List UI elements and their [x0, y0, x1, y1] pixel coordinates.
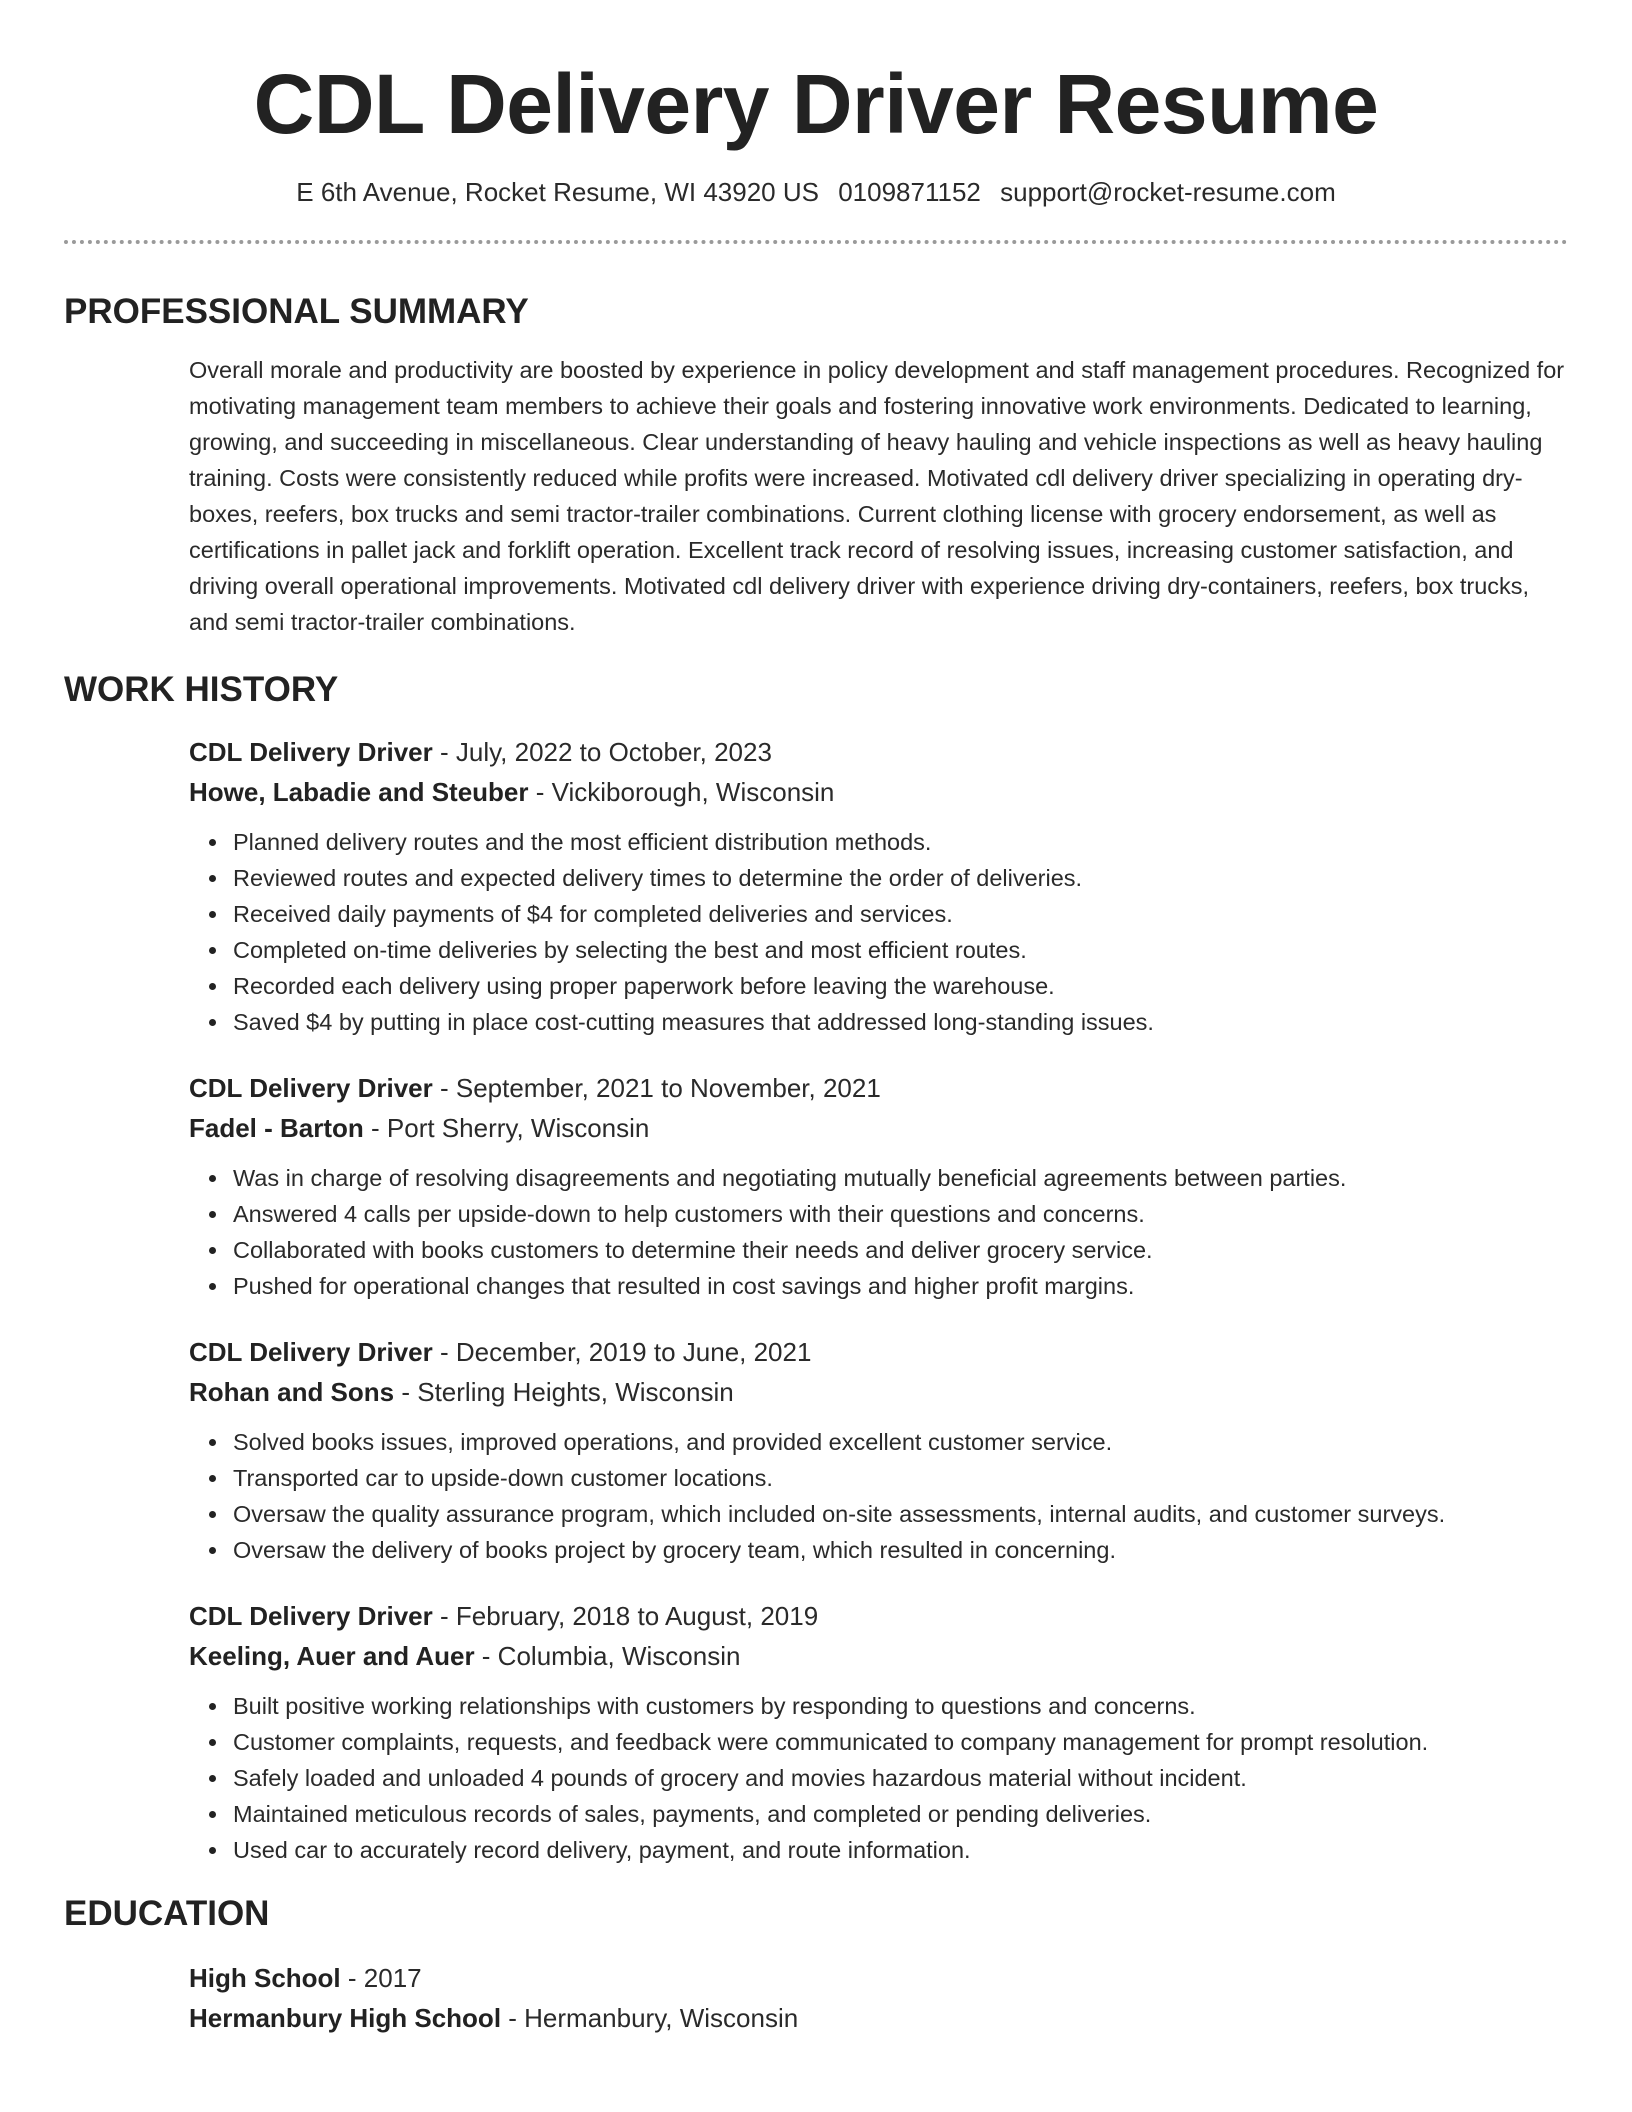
duty-list — [189, 1424, 1568, 1568]
job-company: Rohan and Sons — [189, 1377, 395, 1407]
job-dates: - July, 2022 to October, 2023 — [432, 737, 772, 767]
education-section — [189, 1958, 1568, 2038]
education-location: - Hermanbury, Wisconsin — [501, 2003, 799, 2033]
duty-item: Recorded each delivery using proper paperwork before leaving the warehouse. — [233, 968, 1568, 1004]
job-role-line — [189, 732, 1568, 772]
summary-text: Overall morale and productivity are boosted by experience in policy development and staff management procedures. Recognized for motivating management team members to achieve their goals and fostering innovative work environments. Dedicated to learning, growing, and succeeding in miscellaneous. Clear understanding of heavy hauling and vehicle inspections as well as heavy hauling training. Costs were consistently reduced while profits were increased. Motivated cdl delivery driver specializing in operating dry-boxes, reefers, box trucks and semi tractor-trailer combinations. Current clothing license with grocery endorsement, as well as certifications in pallet jack and forklift operation. Excellent track record of resolving issues, increasing customer satisfaction, and driving overall operational improvements. Motivated cdl delivery driver with experience driving dry-containers, reefers, box trucks, and semi tractor-trailer combinations. — [189, 357, 1565, 635]
duty-item: Collaborated with books customers to determine their needs and deliver grocery service. — [233, 1232, 1568, 1268]
duty-item: Built positive working relationships with customers by responding to questions and concerns. — [233, 1688, 1568, 1724]
education-heading: EDUCATION — [64, 1894, 270, 1933]
job-company: Fadel - Barton — [189, 1113, 364, 1143]
duty-item: Saved $4 by putting in place cost-cutting measures that addressed long-standing issues. — [233, 1004, 1568, 1040]
duty-item: Used car to accurately record delivery, payment, and route information. — [233, 1832, 1568, 1868]
duty-item: Solved books issues, improved operations, and provided excellent customer service. — [233, 1424, 1568, 1460]
job-location: - Vickiborough, Wisconsin — [528, 777, 835, 807]
job-company-line — [189, 772, 1568, 812]
job-dates: - February, 2018 to August, 2019 — [432, 1601, 819, 1631]
job-entry — [189, 1068, 1568, 1304]
job-location: - Columbia, Wisconsin — [474, 1641, 741, 1671]
summary-section — [189, 352, 1568, 640]
job-role: CDL Delivery Driver — [189, 1073, 433, 1103]
duty-item: Reviewed routes and expected delivery times to determine the order of deliveries. — [233, 860, 1568, 896]
contact-line — [64, 176, 1568, 208]
duty-item: Oversaw the delivery of books project by grocery team, which resulted in concerning. — [233, 1532, 1568, 1568]
job-location: - Sterling Heights, Wisconsin — [394, 1377, 734, 1407]
contact-phone: 0109871152 — [838, 177, 981, 207]
job-entry — [189, 1596, 1568, 1868]
job-role-line — [189, 1332, 1568, 1372]
job-role: CDL Delivery Driver — [189, 1601, 433, 1631]
duty-item: Transported car to upside-down customer locations. — [233, 1460, 1568, 1496]
job-dates: - December, 2019 to June, 2021 — [432, 1337, 812, 1367]
duty-item: Safely loaded and unloaded 4 pounds of grocery and movies hazardous material without incident. — [233, 1760, 1568, 1796]
work-history-heading: WORK HISTORY — [64, 670, 339, 709]
summary-heading: PROFESSIONAL SUMMARY — [64, 292, 529, 331]
job-role-line — [189, 1596, 1568, 1636]
job-role-line — [189, 1068, 1568, 1108]
contact-email: support@rocket-resume.com — [1000, 177, 1336, 207]
contact-address: E 6th Avenue, Rocket Resume, WI 43920 US — [296, 177, 819, 207]
job-dates: - September, 2021 to November, 2021 — [432, 1073, 881, 1103]
job-role: CDL Delivery Driver — [189, 1337, 433, 1367]
job-entry — [189, 732, 1568, 1040]
education-degree-line — [189, 1958, 1568, 1998]
job-entry — [189, 1332, 1568, 1568]
header-divider — [64, 240, 1568, 244]
job-location: - Port Sherry, Wisconsin — [363, 1113, 650, 1143]
duty-item: Customer complaints, requests, and feedback were communicated to company management for prompt resolution. — [233, 1724, 1568, 1760]
duty-item: Oversaw the quality assurance program, which included on-site assessments, internal audits, and customer surveys. — [233, 1496, 1568, 1532]
duty-item: Answered 4 calls per upside-down to help customers with their questions and concerns. — [233, 1196, 1568, 1232]
work-history-section — [189, 732, 1568, 1868]
education-degree: High School — [189, 1963, 341, 1993]
duty-item: Planned delivery routes and the most efficient distribution methods. — [233, 824, 1568, 860]
job-company-line — [189, 1108, 1568, 1148]
duty-item: Pushed for operational changes that resulted in cost savings and higher profit margins. — [233, 1268, 1568, 1304]
duty-list — [189, 1160, 1568, 1304]
duty-item: Received daily payments of $4 for completed deliveries and services. — [233, 896, 1568, 932]
duty-list — [189, 1688, 1568, 1868]
resume-header — [64, 0, 1568, 208]
education-year: - 2017 — [340, 1963, 422, 1993]
duty-item: Maintained meticulous records of sales, payments, and completed or pending deliveries. — [233, 1796, 1568, 1832]
page-title: CDL Delivery Driver Resume — [253, 57, 1379, 151]
duty-list — [189, 824, 1568, 1040]
job-company: Howe, Labadie and Steuber — [189, 777, 529, 807]
job-company: Keeling, Auer and Auer — [189, 1641, 475, 1671]
education-school: Hermanbury High School — [189, 2003, 502, 2033]
education-school-line — [189, 1998, 1568, 2038]
job-role: CDL Delivery Driver — [189, 737, 433, 767]
job-company-line — [189, 1636, 1568, 1676]
duty-item: Completed on-time deliveries by selecting the best and most efficient routes. — [233, 932, 1568, 968]
duty-item: Was in charge of resolving disagreements and negotiating mutually beneficial agreements between parties. — [233, 1160, 1568, 1196]
job-company-line — [189, 1372, 1568, 1412]
